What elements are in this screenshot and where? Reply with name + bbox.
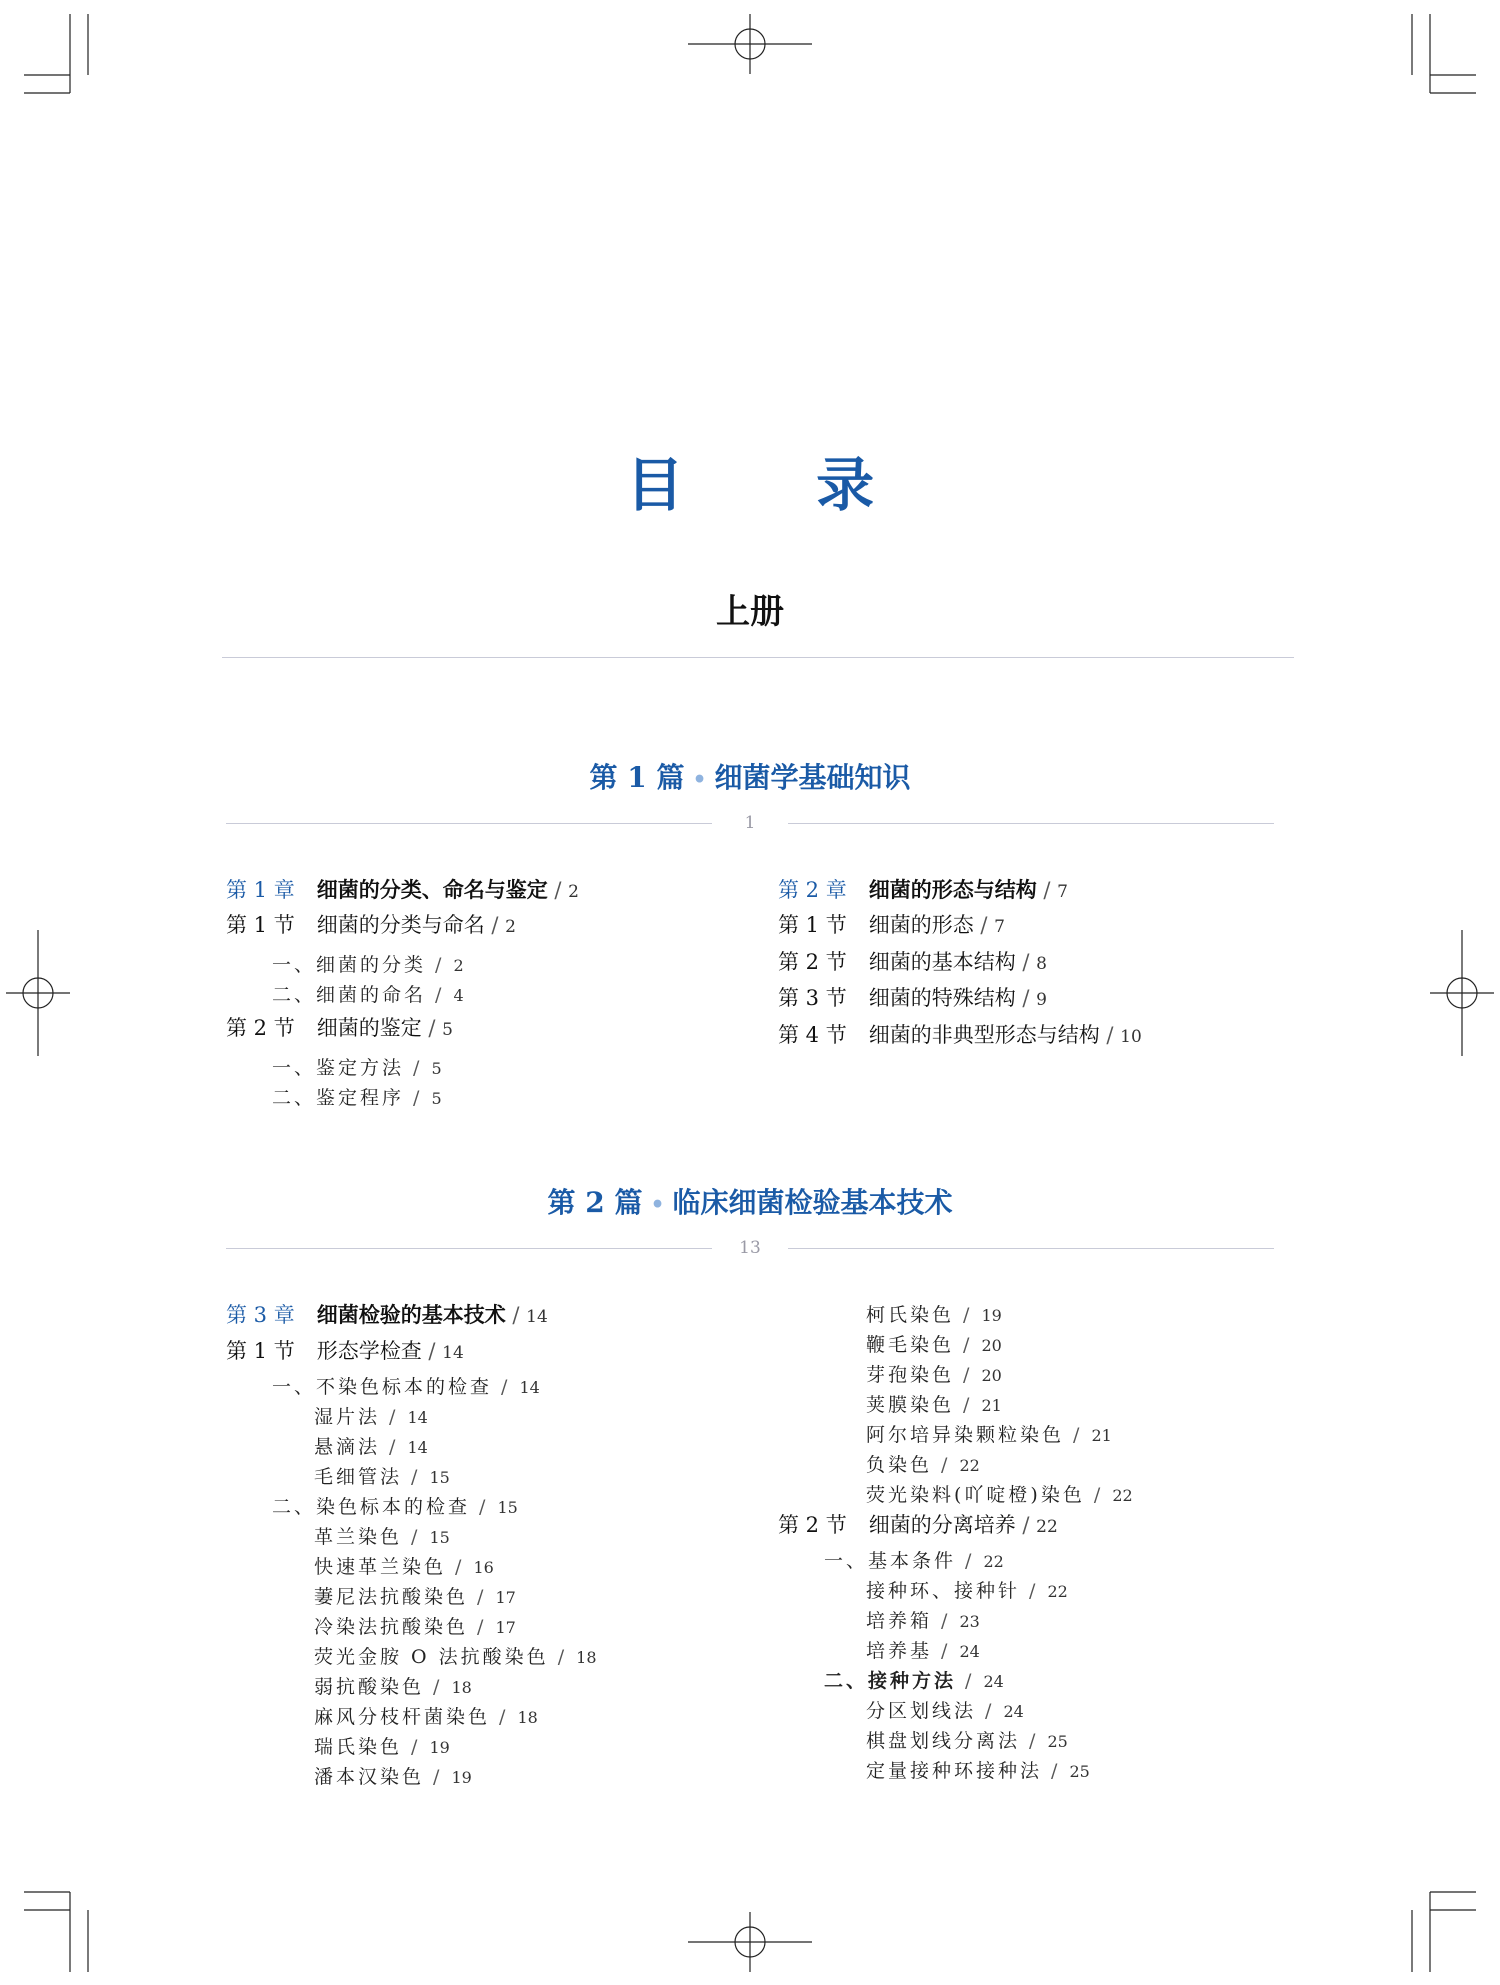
page-separator: /	[1015, 950, 1037, 974]
page-separator: /	[1020, 1580, 1048, 1602]
toc-item	[314, 1762, 472, 1793]
page-separator: /	[932, 1454, 960, 1476]
item-text: 萋尼法抗酸染色	[314, 1586, 469, 1608]
section-entry	[778, 1020, 1142, 1052]
section-label: 第 1 节	[226, 913, 295, 937]
section-label: 第 2 节	[778, 1513, 847, 1537]
item-text: 阿尔培异染颗粒染色	[866, 1424, 1065, 1446]
page-separator: /	[954, 1394, 982, 1416]
toc-item	[866, 1390, 1002, 1421]
page-number: 22	[1047, 1582, 1068, 1601]
page-separator: /	[468, 1586, 496, 1608]
part-heading	[0, 1183, 1500, 1225]
subsection-entry	[272, 950, 464, 981]
toc-item	[866, 1576, 1068, 1607]
item-text: 悬滴法	[314, 1436, 381, 1458]
part-page-number: 1	[744, 813, 756, 833]
page-number: 7	[1057, 882, 1068, 902]
section-entry	[778, 1510, 1058, 1542]
item-text: 鞭毛染色	[866, 1334, 955, 1356]
subsection-text: 一、细菌的分类	[272, 954, 427, 976]
item-text: 荧光染料(吖啶橙)染色	[866, 1484, 1085, 1506]
subsection-entry	[824, 1546, 1004, 1577]
item-text: 接种环、接种针	[866, 1580, 1021, 1602]
toc-item	[866, 1360, 1002, 1391]
page-separator: /	[470, 1496, 498, 1518]
page-separator: /	[492, 1376, 520, 1398]
page-separator: /	[1036, 878, 1058, 902]
page-separator: /	[1084, 1484, 1113, 1506]
part-label: 第 1 篇	[589, 761, 685, 794]
page-separator: /	[547, 878, 569, 902]
page-separator: /	[1064, 1424, 1092, 1446]
page-separator: /	[976, 1700, 1004, 1722]
subsection-entry	[272, 1372, 540, 1403]
item-text: 麻风分枝杆菌染色	[314, 1706, 491, 1728]
chapter-label: 第 2 章	[778, 878, 847, 902]
page-number: 5	[431, 1089, 442, 1108]
toc-item	[314, 1552, 494, 1583]
page-separator: /	[404, 1087, 432, 1109]
chapter-title: 细菌的形态与结构	[868, 877, 1037, 902]
page-number: 14	[407, 1438, 428, 1457]
section-title: 细菌的分类与命名	[316, 913, 485, 937]
part-page-number: 13	[739, 1238, 761, 1258]
page-number: 15	[429, 1468, 450, 1487]
toc-item	[314, 1402, 428, 1433]
subsection-text: 二、细菌的命名	[272, 984, 427, 1006]
page-number: 2	[453, 956, 464, 975]
part-name: 细菌学基础知识	[714, 761, 911, 794]
divider	[788, 823, 1274, 824]
item-text: 湿片法	[314, 1406, 381, 1428]
section-entry	[226, 910, 516, 942]
item-text: 荚膜染色	[866, 1394, 955, 1416]
item-text: 培养箱	[866, 1610, 933, 1632]
item-text: 负染色	[866, 1454, 933, 1476]
page-separator: /	[932, 1610, 960, 1632]
part-name: 临床细菌检验基本技术	[672, 1186, 953, 1219]
toc-item	[866, 1420, 1112, 1451]
item-text: 芽孢染色	[866, 1364, 955, 1386]
part-label: 第 2 篇	[547, 1186, 643, 1219]
toc-item	[314, 1732, 450, 1763]
separator-dot: •	[692, 767, 707, 793]
page-number: 14	[407, 1408, 428, 1427]
separator-dot: •	[650, 1192, 665, 1218]
toc-item	[866, 1330, 1002, 1361]
item-text: 瑞氏染色	[314, 1736, 403, 1758]
page-title: 目 录	[625, 451, 931, 519]
page-number: 19	[429, 1738, 450, 1757]
page-number: 18	[451, 1678, 472, 1697]
page-separator: /	[402, 1526, 430, 1548]
section-title: 细菌的分离培养	[868, 1513, 1016, 1537]
section-label: 第 4 节	[778, 1023, 847, 1047]
subsection-text: 二、接种方法	[824, 1670, 957, 1692]
subsection-entry	[272, 1053, 442, 1084]
page-number: 15	[497, 1498, 518, 1517]
toc-item	[314, 1642, 597, 1673]
page-number: 18	[576, 1648, 597, 1667]
page-number: 5	[431, 1059, 442, 1078]
page-separator: /	[490, 1706, 518, 1728]
toc-item	[866, 1480, 1133, 1511]
section-title: 细菌的基本结构	[868, 950, 1016, 974]
section-label: 第 1 节	[778, 913, 847, 937]
page-number: 25	[1069, 1762, 1090, 1781]
section-title: 形态学检查	[316, 1339, 422, 1363]
page-separator: /	[1099, 1023, 1121, 1047]
section-entry	[778, 983, 1047, 1015]
page-separator: /	[1015, 1513, 1037, 1537]
page-number: 5	[442, 1020, 453, 1040]
toc-item	[314, 1612, 516, 1643]
toc-item	[866, 1300, 1002, 1331]
page-number: 23	[959, 1612, 980, 1631]
item-text: 冷染法抗酸染色	[314, 1616, 469, 1638]
page-number: 20	[981, 1366, 1002, 1385]
page-number: 18	[517, 1708, 538, 1727]
page-separator: /	[380, 1406, 408, 1428]
divider	[788, 1248, 1274, 1249]
volume-title: 上册	[716, 592, 784, 632]
page-separator: /	[954, 1364, 982, 1386]
page-number: 21	[981, 1396, 1002, 1415]
page-number: 25	[1047, 1732, 1068, 1751]
toc-item	[866, 1606, 980, 1637]
toc-item	[314, 1432, 428, 1463]
subsection-entry	[272, 1083, 442, 1114]
divider	[226, 1248, 712, 1249]
section-label: 第 2 节	[778, 950, 847, 974]
item-text: 潘本汉染色	[314, 1766, 425, 1788]
page-separator: /	[421, 1016, 443, 1040]
toc-item	[314, 1582, 516, 1613]
page-number: 15	[429, 1528, 450, 1547]
page-number: 24	[959, 1642, 980, 1661]
item-text: 弱抗酸染色	[314, 1676, 425, 1698]
page-number: 4	[453, 986, 464, 1005]
page-separator: /	[505, 1303, 527, 1327]
part-heading	[0, 758, 1500, 800]
page-separator: /	[956, 1670, 984, 1692]
page-separator: /	[404, 1057, 432, 1079]
section-label: 第 3 节	[778, 986, 847, 1010]
page-number: 17	[495, 1588, 516, 1607]
subsection-text: 一、基本条件	[824, 1550, 957, 1572]
page-number: 14	[526, 1307, 548, 1327]
page-number: 8	[1036, 954, 1047, 974]
page-number: 21	[1091, 1426, 1112, 1445]
page-separator: /	[954, 1304, 982, 1326]
chapter-title: 细菌的分类、命名与鉴定	[316, 877, 548, 902]
toc-item	[866, 1726, 1068, 1757]
page-number: 14	[519, 1378, 540, 1397]
page-number: 20	[981, 1336, 1002, 1355]
item-text: 快速革兰染色	[314, 1556, 447, 1578]
subsection-text: 一、鉴定方法	[272, 1057, 405, 1079]
section-entry	[226, 1336, 464, 1368]
page-number: 16	[473, 1558, 494, 1577]
section-entry	[778, 910, 1005, 942]
page-separator: /	[424, 1676, 452, 1698]
page-number: 9	[1036, 990, 1047, 1010]
subsection-text: 二、染色标本的检查	[272, 1496, 471, 1518]
item-text: 分区划线法	[866, 1700, 977, 1722]
page-number: 14	[442, 1343, 464, 1363]
toc-item	[314, 1462, 450, 1493]
page-separator: /	[421, 1339, 443, 1363]
page-number: 22	[1036, 1517, 1058, 1537]
page-separator: /	[1020, 1730, 1048, 1752]
page-number: 2	[505, 917, 516, 937]
page-number: 17	[495, 1618, 516, 1637]
section-entry	[778, 947, 1047, 979]
toc-item	[314, 1672, 472, 1703]
page-number: 24	[983, 1672, 1004, 1691]
toc-item	[314, 1702, 538, 1733]
page-number: 24	[1003, 1702, 1024, 1721]
item-text: 柯氏染色	[866, 1304, 955, 1326]
subsection-text: 二、鉴定程序	[272, 1087, 405, 1109]
subsection-text: 一、不染色标本的检查	[272, 1376, 493, 1398]
page-separator: /	[426, 954, 454, 976]
chapter-label: 第 1 章	[226, 878, 295, 902]
toc-item	[866, 1756, 1090, 1787]
page-number: 2	[568, 882, 579, 902]
item-text: 棋盘划线分离法	[866, 1730, 1021, 1752]
page-separator: /	[402, 1466, 430, 1488]
section-label: 第 1 节	[226, 1339, 295, 1363]
page-number: 10	[1120, 1027, 1142, 1047]
toc-item	[866, 1450, 980, 1481]
page-separator: /	[548, 1646, 577, 1668]
page-separator: /	[402, 1736, 430, 1758]
subsection-entry	[272, 1492, 518, 1523]
subsection-entry	[824, 1666, 1004, 1697]
section-title: 细菌的特殊结构	[868, 986, 1016, 1010]
chapter-entry	[226, 875, 579, 907]
item-text: 培养基	[866, 1640, 933, 1662]
page-separator: /	[956, 1550, 984, 1572]
toc-item	[866, 1636, 980, 1667]
toc-item	[314, 1522, 450, 1553]
section-title: 细菌的非典型形态与结构	[868, 1023, 1100, 1047]
page-number: 7	[994, 917, 1005, 937]
page-separator: /	[424, 1766, 452, 1788]
page-separator: /	[484, 913, 506, 937]
chapter-label: 第 3 章	[226, 1303, 295, 1327]
page-separator: /	[468, 1616, 496, 1638]
page-separator: /	[426, 984, 454, 1006]
item-text: 毛细管法	[314, 1466, 403, 1488]
chapter-entry	[778, 875, 1068, 907]
page-number: 22	[959, 1456, 980, 1475]
page-number: 19	[981, 1306, 1002, 1325]
page-number: 22	[983, 1552, 1004, 1571]
chapter-title: 细菌检验的基本技术	[316, 1302, 506, 1327]
page-number: 19	[451, 1768, 472, 1787]
toc-item	[866, 1696, 1024, 1727]
page-number: 22	[1112, 1486, 1133, 1505]
section-entry	[226, 1013, 453, 1045]
page-separator: /	[446, 1556, 474, 1578]
section-label: 第 2 节	[226, 1016, 295, 1040]
page-separator: /	[1042, 1760, 1070, 1782]
divider	[226, 823, 712, 824]
subsection-entry	[272, 980, 464, 1011]
item-text: 革兰染色	[314, 1526, 403, 1548]
page-separator: /	[932, 1640, 960, 1662]
section-title: 细菌的形态	[868, 913, 974, 937]
chapter-entry	[226, 1300, 548, 1332]
page-separator: /	[1015, 986, 1037, 1010]
item-text: 荧光金胺 O 法抗酸染色	[314, 1646, 549, 1668]
section-title: 细菌的鉴定	[316, 1016, 422, 1040]
page-separator: /	[954, 1334, 982, 1356]
page-separator: /	[973, 913, 995, 937]
item-text: 定量接种环接种法	[866, 1760, 1043, 1782]
divider	[222, 657, 1294, 658]
page-separator: /	[380, 1436, 408, 1458]
